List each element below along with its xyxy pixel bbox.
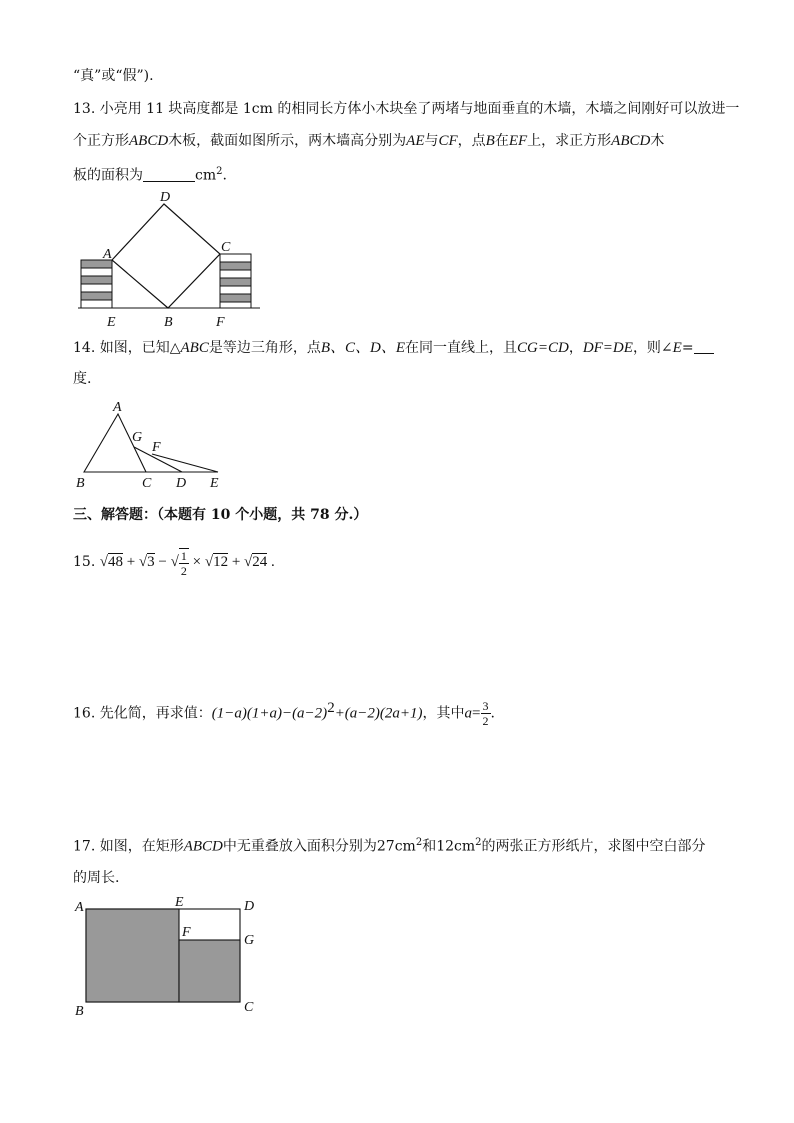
q13-ef: EF bbox=[508, 133, 528, 149]
q13-unit: cm bbox=[195, 167, 217, 184]
q16-end: . bbox=[490, 705, 495, 722]
answer-blank-13[interactable] bbox=[143, 167, 195, 182]
section-3-heading: 三、解答题：（本题有 10 个小题，共 78 分.） bbox=[73, 507, 368, 523]
label-c: C bbox=[221, 240, 231, 255]
q13-t2g: 木 bbox=[650, 133, 665, 149]
q14-t1b: 是等边三角形，点 bbox=[208, 340, 321, 356]
label-e: E bbox=[175, 895, 184, 910]
label-c: C bbox=[142, 476, 152, 491]
op-plus-2: + bbox=[231, 554, 241, 570]
q17-t1a: 如图，在矩形 bbox=[99, 838, 184, 855]
label-e: E bbox=[107, 315, 116, 330]
q14-dfde: DF=DE bbox=[582, 340, 633, 356]
q13-t2d: ，点 bbox=[457, 133, 486, 149]
q14-e: E bbox=[672, 340, 682, 356]
label-a: A bbox=[75, 900, 84, 915]
q17-abcd: ABCD bbox=[183, 838, 223, 855]
q14-t1e: ，则∠ bbox=[632, 340, 673, 356]
label-d: D bbox=[244, 899, 255, 914]
q16-eq: = bbox=[472, 705, 481, 722]
q16-sup: 2 bbox=[327, 700, 335, 716]
q16-number: 16. bbox=[73, 705, 96, 722]
answer-blank-14[interactable] bbox=[694, 339, 714, 354]
label-e: E bbox=[210, 476, 219, 491]
q17-t1b: 中无重叠放入面积分别为 bbox=[222, 838, 377, 855]
left-wood-wall bbox=[81, 260, 112, 308]
q14-abc: ABC bbox=[180, 340, 209, 356]
label-g: G bbox=[132, 430, 143, 445]
q16-line bbox=[73, 692, 495, 729]
q16-frac-num: 3 bbox=[482, 699, 489, 714]
label-f: F bbox=[152, 440, 161, 455]
q13-b: B bbox=[485, 133, 495, 149]
q14-number: 14. bbox=[73, 340, 96, 356]
q17-figure bbox=[70, 893, 270, 1023]
q16-text: 先化简，再求值： bbox=[99, 705, 212, 722]
q13-t2b: 木板，截面如图所示，两木墙高分别为 bbox=[168, 133, 407, 149]
radicand-3: 3 bbox=[147, 554, 155, 570]
q14-t1f: = bbox=[681, 340, 694, 356]
q17-sup2: 2 bbox=[475, 837, 482, 848]
op-times: × bbox=[192, 554, 202, 570]
q17-t1d: 的两张正方形纸片，求图中空白部分 bbox=[481, 838, 706, 855]
q16-expr2: +(a−2)(2a+1) bbox=[334, 705, 423, 722]
q17-line2: 的周长. bbox=[73, 870, 120, 886]
q16-var: a bbox=[464, 705, 473, 722]
q13-t2c: 与 bbox=[424, 133, 439, 149]
label-f: F bbox=[182, 925, 191, 940]
q13-t2e: 在 bbox=[494, 133, 509, 149]
frac-num: 1 bbox=[180, 548, 187, 563]
label-b: B bbox=[75, 1004, 84, 1019]
label-c: C bbox=[244, 1000, 254, 1015]
q14-t1d: ， bbox=[568, 340, 583, 356]
q17-v1: 27cm bbox=[376, 838, 416, 855]
radicand-half bbox=[179, 548, 189, 578]
q15-number: 15. bbox=[73, 554, 96, 570]
square-abcd bbox=[112, 204, 220, 308]
q17-t1c: 和 bbox=[422, 838, 437, 855]
q13-sup: 2 bbox=[216, 166, 223, 177]
q17-line1 bbox=[73, 833, 706, 857]
label-a: A bbox=[103, 247, 112, 262]
q13-number: 13. bbox=[73, 101, 96, 117]
q14-line2: 度. bbox=[73, 371, 92, 387]
q16-where: ，其中 bbox=[422, 705, 465, 722]
q12-tail: “真”或“假”). bbox=[73, 68, 154, 84]
radicand-24: 24 bbox=[252, 554, 268, 570]
label-a: A bbox=[113, 400, 122, 415]
line-fe bbox=[152, 454, 218, 472]
q14-line1 bbox=[73, 338, 714, 358]
q13-abcd: ABCD bbox=[129, 133, 169, 149]
label-d: D bbox=[160, 190, 171, 205]
q13-abcd2: ABCD bbox=[611, 133, 651, 149]
q16-expr: (1−a)(1+a)−(a−2) bbox=[211, 705, 328, 722]
q13-ae: AE bbox=[406, 133, 425, 149]
q17-v2: 12cm bbox=[436, 838, 476, 855]
frac-den: 2 bbox=[180, 563, 187, 578]
q13-end: . bbox=[222, 167, 227, 184]
label-g: G bbox=[244, 933, 255, 948]
radicand-48: 48 bbox=[107, 554, 123, 570]
op-plus-1: + bbox=[126, 554, 136, 570]
q13-line2 bbox=[73, 131, 664, 151]
q13-t2a: 个正方形 bbox=[73, 133, 129, 149]
q16-frac-den: 2 bbox=[482, 714, 489, 729]
q15-expression: √48 + √3 − √ $\frac{1}{2}$ × √12 + √24 . bbox=[99, 548, 275, 578]
q14-t1a: 如图，已知△ bbox=[99, 340, 181, 356]
large-square bbox=[86, 909, 179, 1002]
q14-cgcd: CG=CD bbox=[517, 340, 569, 356]
small-square bbox=[179, 940, 240, 1002]
label-b: B bbox=[164, 315, 173, 330]
label-d: D bbox=[176, 476, 187, 491]
q13-line1 bbox=[73, 99, 739, 119]
q17-number: 17. bbox=[73, 838, 96, 855]
q14-t1c: 在同一直线上，且 bbox=[405, 340, 518, 356]
q16-frac bbox=[481, 699, 491, 728]
q14-pts: B、C、D、E bbox=[320, 340, 406, 356]
radicand-12: 12 bbox=[213, 554, 229, 570]
q13-figure bbox=[70, 186, 270, 331]
q13-t3a: 板的面积为 bbox=[73, 167, 143, 184]
q14-figure bbox=[72, 396, 232, 491]
q13-text1: 小亮用 11 块高度都是 1cm 的相同长方体小木块垒了两堵与地面垂直的木墙，木墙之间刚好可以放进一 bbox=[99, 101, 740, 117]
q13-cf: CF bbox=[438, 133, 458, 149]
q15-line bbox=[73, 546, 275, 578]
label-f: F bbox=[216, 315, 225, 330]
right-wood-wall bbox=[220, 254, 251, 308]
q15-end: . bbox=[271, 554, 275, 570]
op-minus: − bbox=[158, 554, 167, 570]
q13-line3 bbox=[73, 162, 227, 186]
q13-t2f: 上，求正方形 bbox=[527, 133, 612, 149]
q17-sup1: 2 bbox=[415, 837, 423, 848]
label-b: B bbox=[76, 476, 85, 491]
